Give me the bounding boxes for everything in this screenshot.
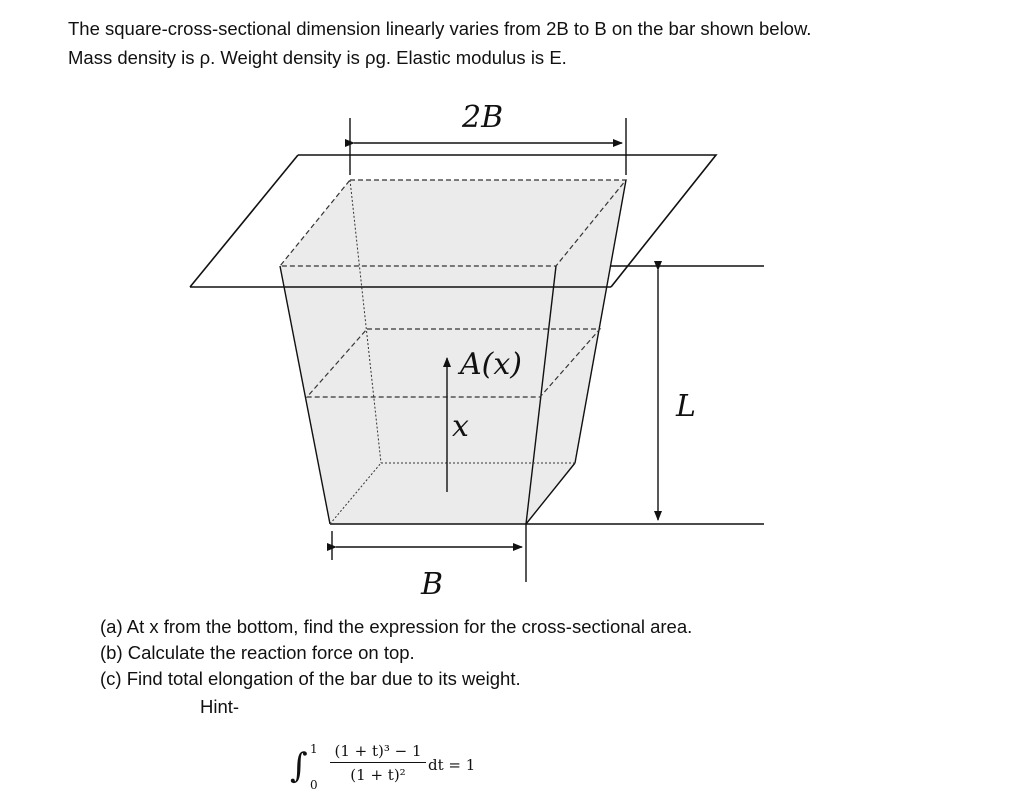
integral-tail: dt = 1 xyxy=(428,756,476,774)
question-a: (a) At x from the bottom, find the expression for the cross-sectional area. xyxy=(100,616,693,637)
bar-face-fill xyxy=(280,180,626,524)
label-area: A(x) xyxy=(460,347,522,382)
question-c: (c) Find total elongation of the bar due to its weight. xyxy=(100,668,521,689)
integral-symbol: ∫ xyxy=(290,746,308,786)
integral-lower-limit: 0 xyxy=(310,778,318,792)
label-x: x xyxy=(452,409,469,444)
label-2b: 2B xyxy=(462,100,504,135)
label-b: B xyxy=(421,567,444,602)
hint-formula xyxy=(290,740,530,792)
intro-line-1: The square-cross-sectional dimension linearly varies from 2B to B on the bar shown below. xyxy=(68,18,812,39)
intro-line-2: Mass density is ρ. Weight density is ρg. Elastic modulus is E. xyxy=(68,47,567,68)
question-list xyxy=(100,614,692,692)
question-b: (b) Calculate the reaction force on top. xyxy=(100,642,415,663)
integrand-fraction xyxy=(330,740,426,785)
integrand-numerator: (1 + t)³ − 1 xyxy=(334,742,422,760)
hint-label: Hint- xyxy=(200,696,240,717)
integral-upper-limit: 1 xyxy=(310,742,318,756)
label-l: L xyxy=(676,389,696,424)
integrand-denominator: (1 + t)² xyxy=(350,766,406,784)
